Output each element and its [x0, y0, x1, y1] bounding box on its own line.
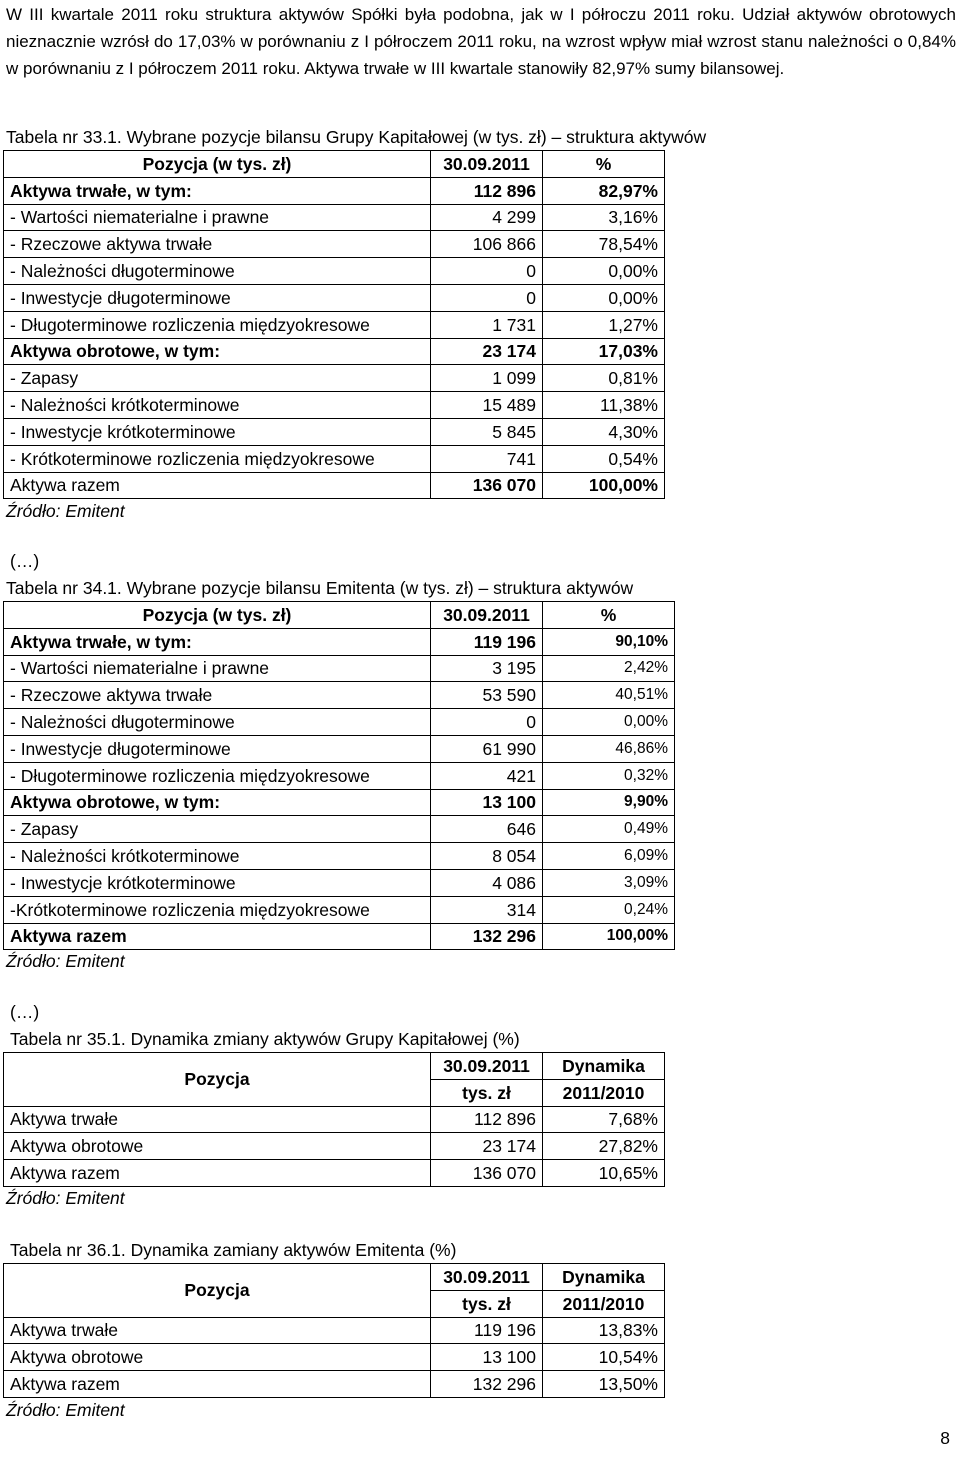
table-row: [4, 472, 665, 499]
row-value: 0: [431, 258, 543, 285]
row-label: - Wartości niematerialne i prawne: [4, 204, 431, 231]
row-value: 13 100: [431, 1344, 543, 1371]
row-percent: 100,00%: [543, 472, 665, 499]
row-label: - Inwestycje długoterminowe: [4, 284, 431, 311]
table-row: [4, 896, 675, 923]
table-row: [4, 789, 675, 816]
row-percent: 0,32%: [543, 762, 675, 789]
row-value: 1 099: [431, 365, 543, 392]
row-percent: 17,03%: [543, 338, 665, 365]
row-percent: 3,16%: [543, 204, 665, 231]
ellipsis-2: (…): [10, 1002, 40, 1022]
row-percent: 100,00%: [543, 923, 675, 950]
table4-dynamics-issuer: [3, 1263, 665, 1398]
row-label: Aktywa razem: [4, 472, 431, 499]
page-number: 8: [940, 1428, 950, 1448]
table1-header-date: 30.09.2011: [431, 151, 543, 178]
row-label: - Rzeczowe aktywa trwałe: [4, 231, 431, 258]
table3-header-position: Pozycja: [4, 1053, 431, 1107]
table-row: [4, 445, 665, 472]
table-row: [4, 655, 675, 682]
row-percent: 10,65%: [543, 1160, 665, 1187]
row-percent: 7,68%: [543, 1106, 665, 1133]
table1-source: Źródło: Emitent: [6, 501, 125, 521]
table-row: [4, 1160, 665, 1187]
row-percent: 10,54%: [543, 1344, 665, 1371]
table-row: [4, 1317, 665, 1344]
table3-header-period: 2011/2010: [543, 1079, 665, 1106]
row-value: 3 195: [431, 655, 543, 682]
row-label: - Zapasy: [4, 365, 431, 392]
table-row: [4, 923, 675, 950]
table-row: [4, 735, 675, 762]
row-label: Aktywa obrotowe, w tym:: [4, 338, 431, 365]
table-row: [4, 284, 665, 311]
table-row: [4, 418, 665, 445]
row-value: 1 731: [431, 311, 543, 338]
row-value: 112 896: [431, 1106, 543, 1133]
table2-source: Źródło: Emitent: [6, 951, 125, 971]
row-label: Aktywa obrotowe, w tym:: [4, 789, 431, 816]
row-value: 136 070: [431, 472, 543, 499]
row-value: 314: [431, 896, 543, 923]
table1-header-position: Pozycja (w tys. zł): [4, 151, 431, 178]
row-label: Aktywa trwałe: [4, 1317, 431, 1344]
table4-header-unit: tys. zł: [431, 1290, 543, 1317]
table4-header-period: 2011/2010: [543, 1290, 665, 1317]
table1-header-percent: %: [543, 151, 665, 178]
row-percent: 46,86%: [543, 735, 675, 762]
row-label: - Krótkoterminowe rozliczenia międzyokresowe: [4, 445, 431, 472]
row-percent: 0,49%: [543, 816, 675, 843]
table2-assets-issuer: [3, 601, 675, 950]
row-percent: 78,54%: [543, 231, 665, 258]
table3-header-date: 30.09.2011: [431, 1053, 543, 1080]
table4-header-row-1: [4, 1264, 665, 1291]
table-row: [4, 258, 665, 285]
row-value: 23 174: [431, 338, 543, 365]
table4-caption: Tabela nr 36.1. Dynamika zamiany aktywów Emitenta (%): [10, 1240, 457, 1260]
table-row: [4, 365, 665, 392]
ellipsis-1: (…): [10, 551, 40, 571]
row-percent: 6,09%: [543, 843, 675, 870]
row-percent: 27,82%: [543, 1133, 665, 1160]
row-value: 8 054: [431, 843, 543, 870]
row-percent: 0,54%: [543, 445, 665, 472]
table-row: [4, 1344, 665, 1371]
row-label: -Krótkoterminowe rozliczenia międzyokresowe: [4, 896, 431, 923]
table-row: [4, 843, 675, 870]
table3-header-row-1: [4, 1053, 665, 1080]
row-percent: 90,10%: [543, 628, 675, 655]
row-label: Aktywa razem: [4, 923, 431, 950]
row-label: - Rzeczowe aktywa trwałe: [4, 682, 431, 709]
row-label: Aktywa trwałe, w tym:: [4, 177, 431, 204]
row-value: 23 174: [431, 1133, 543, 1160]
row-value: 4 086: [431, 869, 543, 896]
row-label: Aktywa razem: [4, 1160, 431, 1187]
table-row: [4, 762, 675, 789]
row-percent: 40,51%: [543, 682, 675, 709]
row-label: - Należności długoterminowe: [4, 709, 431, 736]
table2-caption: Tabela nr 34.1. Wybrane pozycje bilansu Emitenta (w tys. zł) – struktura aktywów: [6, 578, 634, 598]
table-row: [4, 338, 665, 365]
table3-header-unit: tys. zł: [431, 1079, 543, 1106]
table2-header-percent: %: [543, 602, 675, 629]
row-value: 0: [431, 709, 543, 736]
table3-dynamics-group: [3, 1052, 665, 1187]
table-row: [4, 177, 665, 204]
row-value: 5 845: [431, 418, 543, 445]
row-label: - Należności krótkoterminowe: [4, 392, 431, 419]
row-label: Aktywa trwałe: [4, 1106, 431, 1133]
row-value: 15 489: [431, 392, 543, 419]
row-label: Aktywa trwałe, w tym:: [4, 628, 431, 655]
table4-source: Źródło: Emitent: [6, 1400, 125, 1420]
row-value: 119 196: [431, 1317, 543, 1344]
row-percent: 9,90%: [543, 789, 675, 816]
table4-header-dynamics: Dynamika: [543, 1264, 665, 1291]
row-value: 132 296: [431, 923, 543, 950]
row-value: 112 896: [431, 177, 543, 204]
row-value: 421: [431, 762, 543, 789]
row-value: 0: [431, 284, 543, 311]
row-label: Aktywa obrotowe: [4, 1344, 431, 1371]
row-percent: 0,00%: [543, 284, 665, 311]
row-percent: 3,09%: [543, 869, 675, 896]
table1-assets-group: [3, 150, 665, 499]
row-percent: 82,97%: [543, 177, 665, 204]
row-percent: 0,00%: [543, 709, 675, 736]
row-percent: 13,50%: [543, 1371, 665, 1398]
table2-header-position: Pozycja (w tys. zł): [4, 602, 431, 629]
table-row: [4, 1133, 665, 1160]
row-value: 13 100: [431, 789, 543, 816]
table-row: [4, 709, 675, 736]
table-row: [4, 204, 665, 231]
row-label: - Długoterminowe rozliczenia międzyokresowe: [4, 762, 431, 789]
row-label: - Należności długoterminowe: [4, 258, 431, 285]
row-label: - Inwestycje krótkoterminowe: [4, 418, 431, 445]
table-row: [4, 1371, 665, 1398]
row-label: Aktywa razem: [4, 1371, 431, 1398]
row-value: 106 866: [431, 231, 543, 258]
row-value: 132 296: [431, 1371, 543, 1398]
row-value: 646: [431, 816, 543, 843]
table2-header-date: 30.09.2011: [431, 602, 543, 629]
row-percent: 4,30%: [543, 418, 665, 445]
row-percent: 11,38%: [543, 392, 665, 419]
row-value: 119 196: [431, 628, 543, 655]
row-label: - Długoterminowe rozliczenia międzyokresowe: [4, 311, 431, 338]
table1-header-row: [4, 151, 665, 178]
row-value: 136 070: [431, 1160, 543, 1187]
row-value: 61 990: [431, 735, 543, 762]
row-percent: 0,24%: [543, 896, 675, 923]
row-percent: 2,42%: [543, 655, 675, 682]
table-row: [4, 682, 675, 709]
table-row: [4, 231, 665, 258]
row-value: 53 590: [431, 682, 543, 709]
table3-header-dynamics: Dynamika: [543, 1053, 665, 1080]
row-percent: 0,00%: [543, 258, 665, 285]
table-row: [4, 869, 675, 896]
table-row: [4, 1106, 665, 1133]
row-label: - Zapasy: [4, 816, 431, 843]
row-label: - Inwestycje krótkoterminowe: [4, 869, 431, 896]
table-row: [4, 392, 665, 419]
row-label: - Wartości niematerialne i prawne: [4, 655, 431, 682]
table1-caption: Tabela nr 33.1. Wybrane pozycje bilansu Grupy Kapitałowej (w tys. zł) – struktura aktywów: [6, 127, 707, 147]
row-value: 741: [431, 445, 543, 472]
intro-paragraph: W III kwartale 2011 roku struktura aktywów Spółki była podobna, jak w I półroczu 2011 roku. Udział aktywów obrotowych nieznacznie wzrósł do 17,03% w porównaniu z I półroczem 2011 roku, na wzrost wpływ miał wzrost stanu należności o 0,84% w porównaniu z I półroczem 2011 roku. Aktywa trwałe w III kwartale stanowiły 82,97% sumy bilansowej.: [6, 5, 956, 78]
row-percent: 1,27%: [543, 311, 665, 338]
table3-source: Źródło: Emitent: [6, 1188, 125, 1208]
table4-header-date: 30.09.2011: [431, 1264, 543, 1291]
row-label: - Inwestycje długoterminowe: [4, 735, 431, 762]
row-label: - Należności krótkoterminowe: [4, 843, 431, 870]
table2-header-row: [4, 602, 675, 629]
row-percent: 0,81%: [543, 365, 665, 392]
table4-header-position: Pozycja: [4, 1264, 431, 1318]
table3-caption: Tabela nr 35.1. Dynamika zmiany aktywów Grupy Kapitałowej (%): [10, 1029, 520, 1049]
table-row: [4, 816, 675, 843]
row-label: Aktywa obrotowe: [4, 1133, 431, 1160]
table-row: [4, 311, 665, 338]
table-row: [4, 628, 675, 655]
row-value: 4 299: [431, 204, 543, 231]
row-percent: 13,83%: [543, 1317, 665, 1344]
